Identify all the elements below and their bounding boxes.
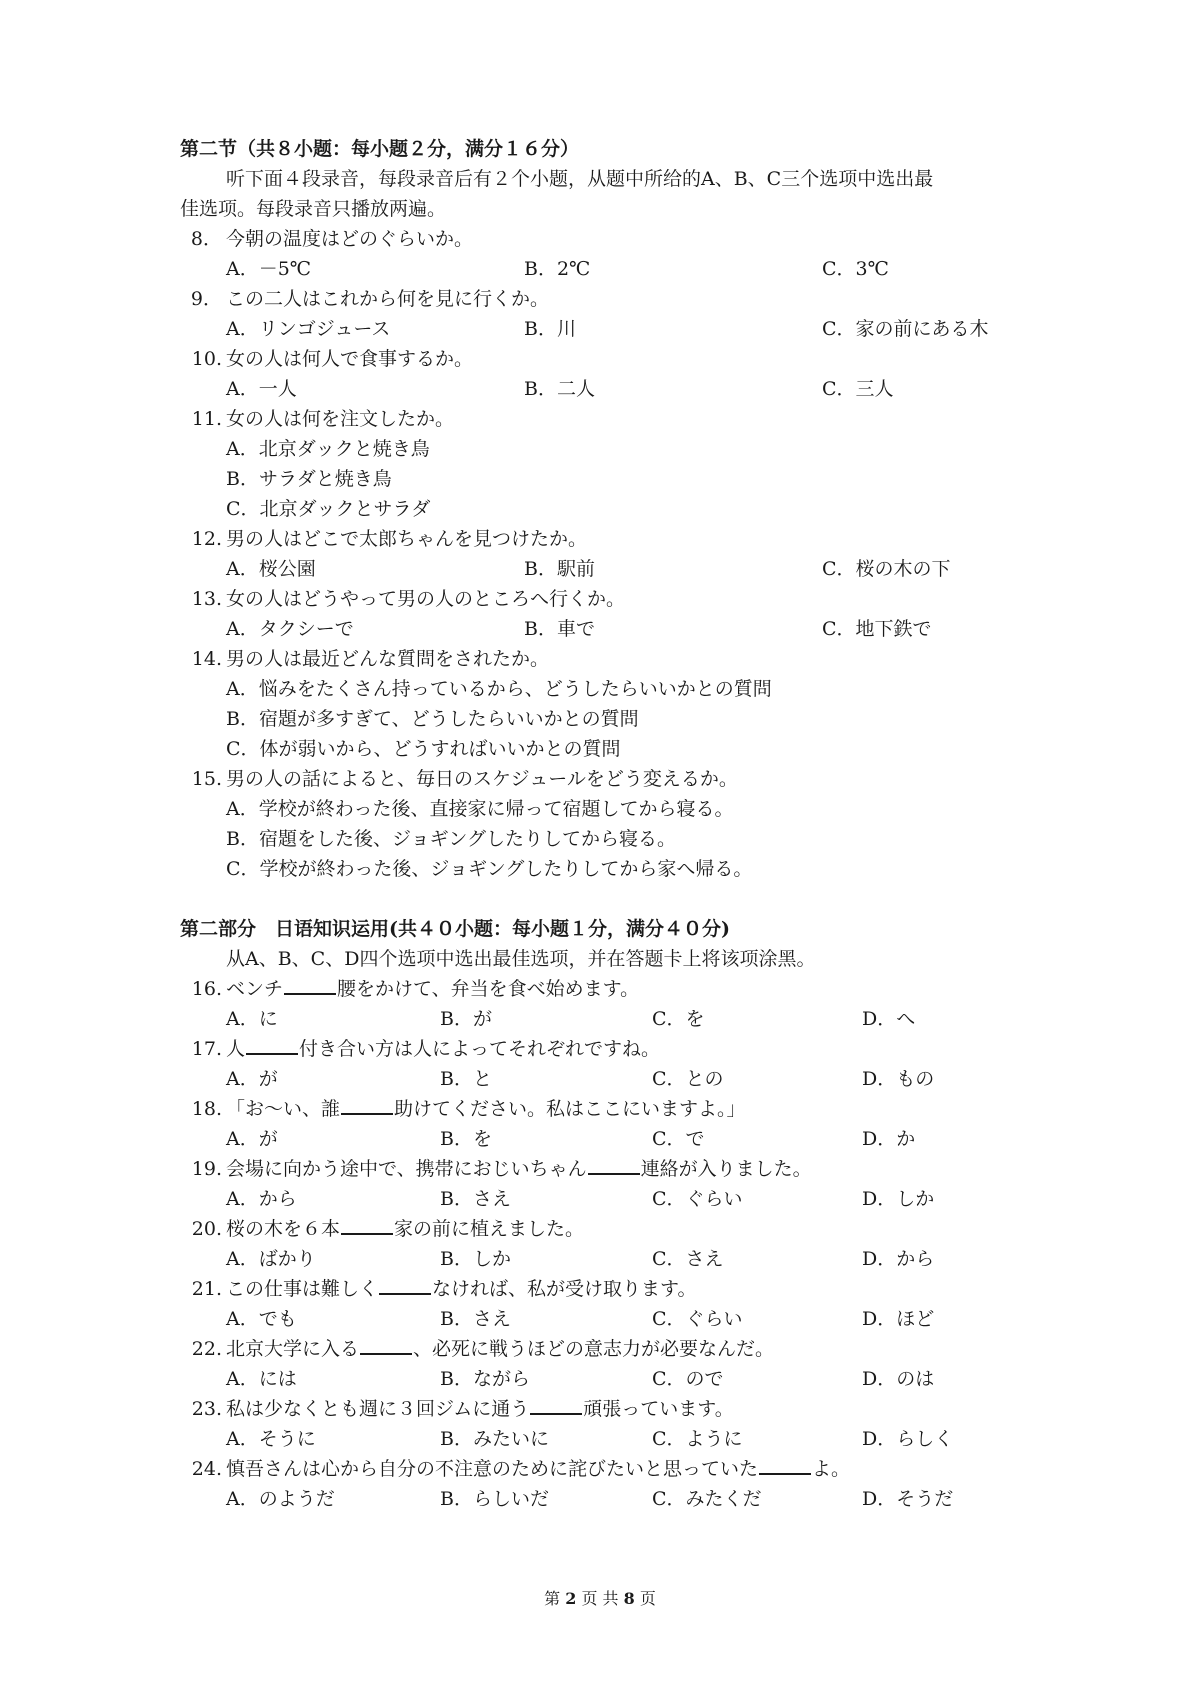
option: B．ながら: [440, 1368, 530, 1390]
option: A．そうに: [226, 1428, 316, 1450]
question-number: 11.: [191, 408, 222, 430]
option: B．さえ: [440, 1188, 511, 1210]
question-text-before: 「お～い、誰: [226, 1098, 341, 1120]
question-number: 18.: [191, 1098, 222, 1120]
question-text: 男の人の話によると、毎日のスケジュールをどう変えるか。: [226, 768, 738, 790]
question-text: 女の人は何人で食事するか。: [226, 348, 474, 370]
question-text: この二人はこれから何を見に行くか。: [226, 288, 550, 310]
question-number: 16.: [191, 978, 222, 1000]
options-line: [0, 1184, 1200, 1214]
question-number: 19.: [191, 1158, 222, 1180]
question-text-after: 家の前に植えました。: [394, 1218, 585, 1240]
answer-blank: [360, 1334, 412, 1355]
option: C．で: [652, 1128, 705, 1150]
question-text-before: 慎吾さんは心から自分の不注意のために詫びたいと思っていた: [226, 1458, 759, 1480]
option: D．もの: [862, 1068, 935, 1090]
page-footer: [0, 1588, 1200, 1610]
option: A．から: [226, 1188, 297, 1210]
answer-blank: [379, 1274, 431, 1295]
question-line: [0, 1034, 1200, 1064]
question-line: [0, 1394, 1200, 1424]
question-line: [0, 524, 1200, 554]
question-number: 17.: [191, 1038, 222, 1060]
question-text: [226, 974, 639, 1004]
option: A．桜公園: [226, 558, 316, 580]
part-heading: [0, 914, 1200, 944]
option-line: [0, 464, 1200, 494]
options-line: [0, 1064, 1200, 1094]
question-line: [0, 1274, 1200, 1304]
question-number: 21.: [191, 1278, 222, 1300]
option: D．へ: [862, 1008, 916, 1030]
question-text: 女の人は何を注文したか。: [226, 408, 455, 430]
question-number: 9．: [190, 288, 222, 310]
option: D．か: [862, 1128, 916, 1150]
question-text-after: 付き合い方は人によってそれぞれですね。: [299, 1038, 661, 1060]
question-text: [226, 1274, 697, 1304]
question-text: [226, 1214, 584, 1244]
option-line: [0, 434, 1200, 464]
options-line: [0, 1124, 1200, 1154]
options-line: [0, 1364, 1200, 1394]
option: B．さえ: [440, 1308, 511, 1330]
question-text-after: 連絡が入りました。: [640, 1158, 812, 1180]
instruction-line: [0, 944, 1200, 974]
question-number: 20.: [191, 1218, 222, 1240]
answer-blank: [341, 1094, 393, 1115]
footer-total-pages: 8: [623, 1589, 635, 1608]
option: A．には: [226, 1368, 297, 1390]
option: C．さえ: [652, 1248, 724, 1270]
options-line: [0, 1004, 1200, 1034]
option: A．学校が終わった後、直接家に帰って宿題してから寝る。: [226, 798, 734, 820]
option: C．地下鉄で: [822, 618, 932, 640]
option-line: [0, 494, 1200, 524]
footer-page-number: 2: [565, 1589, 577, 1608]
instruction-text: 从A、B、C、D四个选项中选出最佳选项，并在答题卡上将该项涂黑。: [226, 948, 816, 970]
question-text-before: 北京大学に入る: [226, 1338, 360, 1360]
option: C．学校が終わった後、ジョギングしたりしてから家へ帰る。: [226, 858, 753, 880]
options-line: [0, 1424, 1200, 1454]
option: C．ぐらい: [652, 1308, 743, 1330]
options-line: [0, 374, 1200, 404]
options-line: [0, 1304, 1200, 1334]
option: D．ほど: [862, 1308, 935, 1330]
option: A．のようだ: [226, 1488, 335, 1510]
question-number: 12.: [191, 528, 222, 550]
question-number: 14.: [191, 648, 222, 670]
option: D．そうだ: [862, 1488, 954, 1510]
question-line: [0, 284, 1200, 314]
option: A．一人: [226, 378, 297, 400]
answer-blank: [341, 1214, 393, 1235]
question-text: [226, 1454, 850, 1484]
option-line: [0, 734, 1200, 764]
option: C．三人: [822, 378, 894, 400]
option: B．宿題が多すぎて、どうしたらいいかとの質問: [226, 708, 639, 730]
footer-prefix: 第: [544, 1589, 561, 1608]
option: A．悩みをたくさん持っているから、どうしたらいいかとの質問: [226, 678, 772, 700]
option: B．と: [440, 1068, 492, 1090]
option: A．に: [226, 1008, 278, 1030]
option: B．2℃: [524, 258, 591, 280]
option: B．車で: [524, 618, 595, 640]
part-heading-text: 第二部分 日语知识运用(共４０小题：每小题１分，满分４０分): [180, 918, 730, 940]
question-text: 今朝の温度はどのぐらいか。: [226, 228, 474, 250]
option: C．桜の木の下: [822, 558, 951, 580]
option: C．ので: [652, 1368, 724, 1390]
answer-blank: [588, 1154, 640, 1175]
question-text: [226, 1094, 746, 1124]
instruction-text: 听下面４段录音，每段录音后有２个小题，从题中所给的A、B、C三个选项中选出最: [226, 168, 934, 190]
option: A．北京ダックと焼き鳥: [226, 438, 430, 460]
question-text-before: 人: [226, 1038, 246, 1060]
option: C．を: [652, 1008, 705, 1030]
question-text: 男の人は最近どんな質問をされたか。: [226, 648, 550, 670]
footer-suffix: 页: [639, 1589, 656, 1608]
option: B．二人: [524, 378, 595, 400]
question-line: [0, 644, 1200, 674]
option: B．みたいに: [440, 1428, 549, 1450]
question-number: 13.: [191, 588, 222, 610]
option: C．ぐらい: [652, 1188, 743, 1210]
instruction-line: [0, 194, 1200, 224]
instruction-line: [0, 164, 1200, 194]
option: B．らしいだ: [440, 1488, 549, 1510]
option-line: [0, 824, 1200, 854]
option: D．しか: [862, 1188, 935, 1210]
option: C．ように: [652, 1428, 743, 1450]
question-text: 男の人はどこで太郎ちゃんを見つけたか。: [226, 528, 588, 550]
question-line: [0, 1214, 1200, 1244]
question-text-before: ベンチ: [226, 978, 284, 1000]
question-text-before: 桜の木を６本: [226, 1218, 341, 1240]
option: A．リンゴジュース: [226, 318, 391, 340]
answer-blank: [284, 974, 336, 995]
answer-blank: [759, 1454, 811, 1475]
section-heading: [0, 134, 1200, 164]
options-line: [0, 554, 1200, 584]
question-line: [0, 584, 1200, 614]
question-text-after: 腰をかけて、弁当を食べ始めます。: [337, 978, 640, 1000]
option-line: [0, 854, 1200, 884]
question-line: [0, 224, 1200, 254]
options-line: [0, 254, 1200, 284]
option: A．タクシーで: [226, 618, 354, 640]
option: C．との: [652, 1068, 724, 1090]
option: D．のは: [862, 1368, 935, 1390]
option: B．駅前: [524, 558, 595, 580]
instruction-text: 佳选项。每段录音只播放两遍。: [180, 198, 447, 220]
question-text-before: 会場に向かう途中で、携帯におじいちゃん: [226, 1158, 587, 1180]
question-text-after: なければ、私が受け取ります。: [432, 1278, 697, 1300]
question-line: [0, 1154, 1200, 1184]
option: C．北京ダックとサラダ: [226, 498, 431, 520]
answer-blank: [246, 1034, 298, 1055]
option-line: [0, 704, 1200, 734]
question-number: 24.: [191, 1458, 222, 1480]
section-heading-text: 第二节（共８小题：每小题２分，满分１６分）: [180, 138, 580, 160]
question-number: 22.: [191, 1338, 222, 1360]
question-text-after: 、必死に戦うほどの意志力が必要なんだ。: [413, 1338, 775, 1360]
question-text-before: この仕事は難しく: [226, 1278, 379, 1300]
question-text-after: 助けてください。私はここにいますよ。」: [394, 1098, 746, 1120]
option: B．しか: [440, 1248, 511, 1270]
question-line: [0, 1094, 1200, 1124]
question-line: [0, 1454, 1200, 1484]
question-line: [0, 764, 1200, 794]
question-number: 15.: [191, 768, 222, 790]
options-line: [0, 1484, 1200, 1514]
question-text: [226, 1034, 660, 1064]
option: A．ばかり: [226, 1248, 316, 1270]
option: B．サラダと焼き鳥: [226, 468, 392, 490]
option: B．宿題をした後、ジョギングしたりしてから寝る。: [226, 828, 677, 850]
question-number: 23.: [191, 1398, 222, 1420]
option: A．が: [226, 1068, 278, 1090]
question-text-after: よ。: [812, 1458, 851, 1480]
options-line: [0, 314, 1200, 344]
footer-middle: 页 共: [581, 1589, 619, 1608]
question-line: [0, 1334, 1200, 1364]
question-line: [0, 404, 1200, 434]
option-line: [0, 674, 1200, 704]
option: B．が: [440, 1008, 492, 1030]
option: C．家の前にある木: [822, 318, 989, 340]
option: C．みたくだ: [652, 1488, 762, 1510]
answer-blank: [530, 1394, 582, 1415]
option: B．川: [524, 318, 576, 340]
options-line: [0, 614, 1200, 644]
question-number: 8．: [190, 228, 222, 250]
question-line: [0, 344, 1200, 374]
question-number: 10.: [191, 348, 222, 370]
option: D．らしく: [862, 1428, 954, 1450]
option: A．が: [226, 1128, 278, 1150]
option: C．3℃: [822, 258, 889, 280]
question-text-before: 私は少なくとも週に３回ジムに通う: [226, 1398, 530, 1420]
option: A．－5℃: [226, 258, 312, 280]
question-line: [0, 974, 1200, 1004]
option-line: [0, 794, 1200, 824]
option: B．を: [440, 1128, 492, 1150]
question-text: [226, 1154, 812, 1184]
option: A．でも: [226, 1308, 297, 1330]
question-text: [226, 1334, 774, 1364]
question-text: 女の人はどうやって男の人のところへ行くか。: [226, 588, 626, 610]
question-text: [226, 1394, 734, 1424]
option: C．体が弱いから、どうすればいいかとの質問: [226, 738, 621, 760]
question-text-after: 頑張っています。: [583, 1398, 734, 1420]
option: D．から: [862, 1248, 935, 1270]
options-line: [0, 1244, 1200, 1274]
